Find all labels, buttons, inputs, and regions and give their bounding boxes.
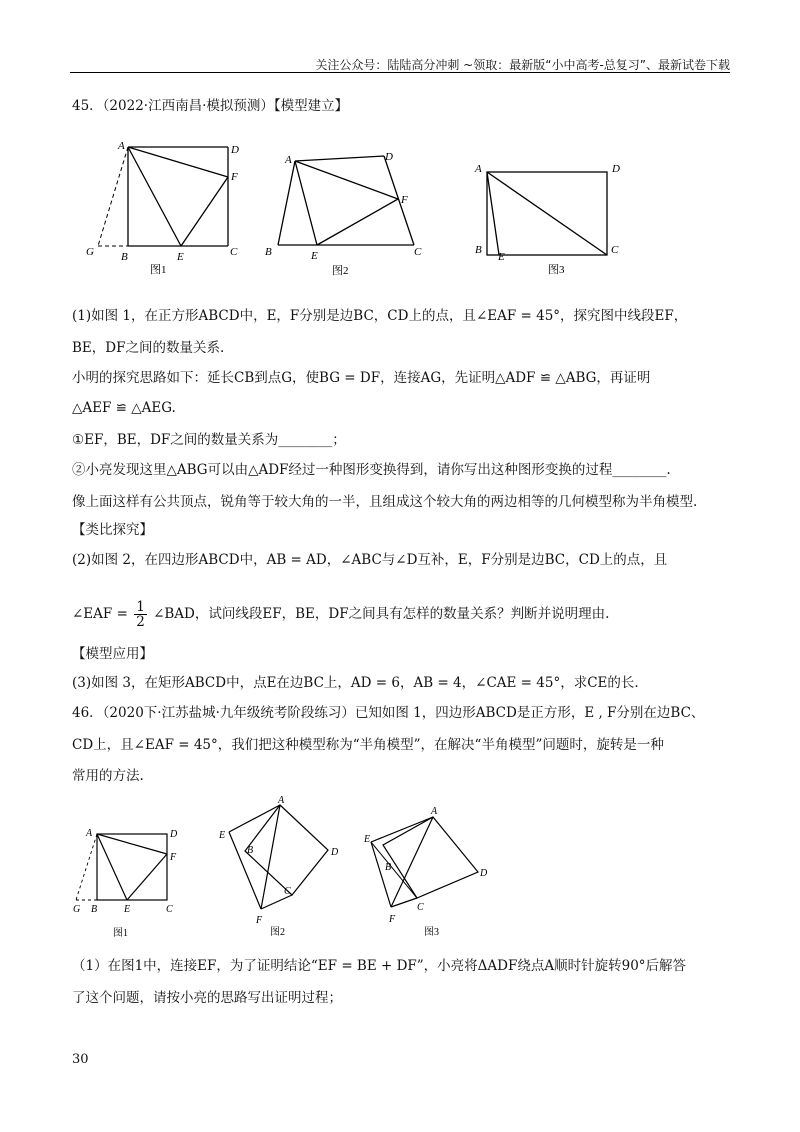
- q46-figure-3: [362, 800, 502, 943]
- fraction-half: $\frac{1}{2}$: [136, 599, 145, 630]
- svg-text:D: D: [480, 868, 488, 879]
- svg-text:D: D: [385, 151, 393, 163]
- q45-part1-b: BE，DF之间的数量关系.: [72, 340, 225, 356]
- q45-figure-2: [262, 148, 432, 280]
- svg-text:G: G: [73, 904, 81, 915]
- svg-text:E: E: [364, 834, 371, 845]
- svg-text:F: F: [256, 915, 263, 926]
- header-rule: [70, 72, 730, 73]
- q45-section-analogy: 【类比探究】: [72, 522, 153, 538]
- svg-text:B: B: [385, 862, 392, 873]
- svg-text:C: C: [284, 886, 291, 897]
- label-F: F: [231, 171, 238, 183]
- svg-text:E: E: [498, 251, 505, 263]
- q46-figure-2: [212, 793, 352, 943]
- q45-section-application: 【模型应用】: [72, 646, 153, 662]
- label-E: E: [177, 251, 184, 263]
- q45-caption-2: 图2: [332, 265, 349, 277]
- q45-sub2: ②小亮发现这里△ABG可以由△ADF经过一种图形变换得到，请你写出这种图形变换的过程________.: [72, 462, 671, 478]
- svg-text:A: A: [278, 795, 285, 806]
- q46-figure-1: [70, 822, 190, 944]
- svg-text:B: B: [265, 246, 272, 258]
- svg-text:C: C: [166, 904, 173, 915]
- svg-text:F: F: [170, 852, 177, 863]
- q45-figure-3: [470, 158, 640, 280]
- q46-line3: 常用的方法.: [72, 768, 144, 784]
- q45-caption-3: 图3: [548, 264, 565, 276]
- q46-caption-1: 图1: [113, 928, 128, 939]
- svg-text:A: A: [285, 154, 292, 166]
- q45-model-definition: 像上面这样有公共顶点，锐角等于较大角的一半，且组成这个较大角的两边相等的几何模型称为半角模型.: [72, 494, 698, 510]
- q45-part2-a: (2)如图 2，在四边形ABCD中，AB = AD，∠ABC与∠D互补，E，F分别是边BC，CD上的点，且: [72, 552, 668, 568]
- label-D: D: [231, 144, 239, 156]
- q45-congruence: △AEF ≌ △AEG.: [72, 400, 176, 416]
- svg-text:D: D: [331, 847, 339, 858]
- label-B: B: [121, 251, 128, 263]
- svg-text:C: C: [611, 244, 619, 256]
- page-header: 关注公众号：陆陆高分冲刺 ~领取：最新版“小中高考-总复习”、最新试卷下载: [315, 58, 730, 72]
- q45-part2-b: ∠EAF = $\frac{1}{2}$ ∠BAD，试问线段EF，BE，DF之间具有怎样的数量关系？判断并说明理由.: [72, 599, 610, 630]
- q46-part1-b: 了这个问题，请按小亮的思路写出证明过程；: [72, 990, 342, 1006]
- svg-text:E: E: [124, 904, 131, 915]
- svg-text:B: B: [91, 904, 98, 915]
- q46-line2: CD上，且∠EAF = 45°，我们把这种模型称为“半角模型”，在解决“半角模型”问题时，旋转是一种: [72, 737, 664, 753]
- svg-text:F: F: [389, 914, 396, 925]
- svg-text:F: F: [401, 194, 408, 206]
- svg-text:A: A: [431, 806, 438, 817]
- q46-caption-3: 图3: [424, 927, 439, 938]
- svg-text:A: A: [475, 163, 482, 175]
- svg-text:D: D: [170, 829, 178, 840]
- svg-text:B: B: [475, 244, 482, 256]
- q45-part3: (3)如图 3，在矩形ABCD中，点E在边BC上，AD = 6，AB = 4，∠CAE = 45°，求CE的长.: [72, 675, 639, 691]
- svg-text:C: C: [417, 902, 424, 913]
- svg-text:E: E: [219, 830, 226, 841]
- svg-text:A: A: [86, 828, 93, 839]
- svg-text:B: B: [247, 845, 254, 856]
- label-C: C: [230, 246, 238, 258]
- page-number: 30: [72, 1052, 89, 1067]
- svg-text:E: E: [311, 250, 318, 262]
- q45-sub1: ①EF，BE，DF之间的数量关系为________；: [72, 432, 346, 448]
- q45-part1-a: (1)如图 1，在正方形ABCD中，E，F分别是边BC，CD上的点，且∠EAF = 45°，探究图中线段EF，: [72, 308, 688, 324]
- q46-part1-a: （1）在图1中，连接EF，为了证明结论“EF = BE + DF”，小亮将ΔADF绕点A顺时针旋转90°后解答: [72, 958, 687, 974]
- q46-line1: 46．（2020下·江苏盐城·九年级统考阶段练习）已知如图 1，四边形ABCD是正方形，E , F分别在边BC、: [72, 705, 705, 721]
- q45-title: 45．（2022·江西南昌·模拟预测）【模型建立】: [72, 98, 349, 114]
- q45-figure-1: [80, 135, 250, 280]
- q45-xiaoming-thought: 小明的探究思路如下：延长CB到点G，使BG = DF，连接AG，先证明△ADF ≌ △ABG，再证明: [72, 370, 651, 386]
- q45-caption-1: 图1: [150, 264, 167, 276]
- label-G: G: [86, 246, 94, 258]
- label-A: A: [118, 140, 125, 152]
- svg-text:D: D: [612, 163, 620, 175]
- q46-caption-2: 图2: [270, 927, 285, 938]
- svg-text:C: C: [414, 246, 422, 258]
